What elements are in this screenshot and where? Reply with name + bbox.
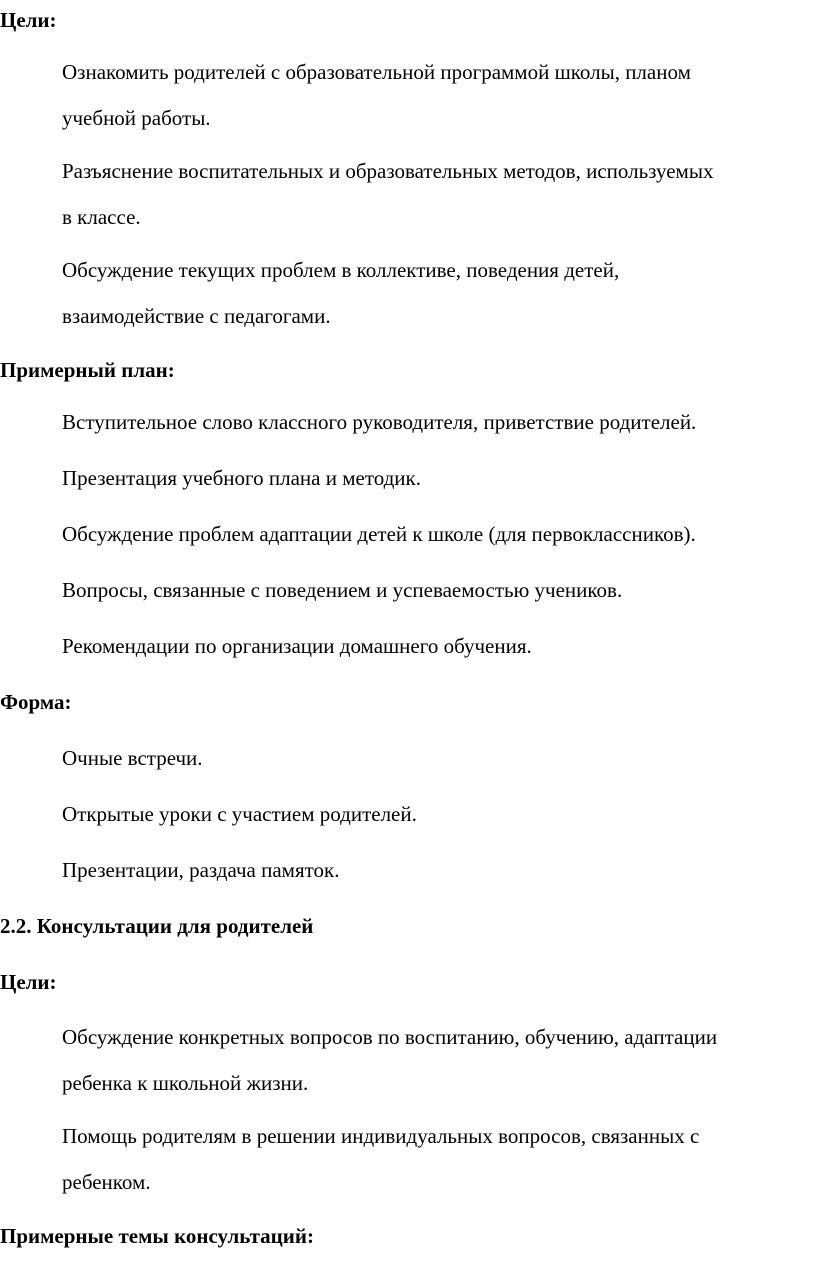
goal-item-1-line-1: Ознакомить родителей с образовательной программой школы, планом: [62, 60, 691, 84]
form-item-2: Открытые уроки с участием родителей.: [62, 802, 417, 826]
goal-item-3-line-1: Обсуждение текущих проблем в коллективе, поведения детей,: [62, 258, 620, 282]
goal-item-3-line-2: взаимодействие с педагогами.: [62, 304, 331, 328]
consultation-goal-1-line-1: Обсуждение конкретных вопросов по воспитанию, обучению, адаптации: [62, 1025, 718, 1049]
section-heading-form: Форма:: [0, 690, 72, 714]
section-heading-plan: Примерный план:: [0, 358, 175, 382]
plan-item-4: Вопросы, связанные с поведением и успеваемостью учеников.: [62, 578, 623, 602]
plan-item-1: Вступительное слово классного руководителя, приветствие родителей.: [62, 410, 697, 434]
consultation-goal-2-line-2: ребенком.: [62, 1170, 151, 1194]
form-item-1: Очные встречи.: [62, 746, 203, 770]
plan-item-5: Рекомендации по организации домашнего обучения.: [62, 634, 532, 658]
goal-item-2-line-2: в классе.: [62, 205, 141, 229]
plan-item-2: Презентация учебного плана и методик.: [62, 466, 421, 490]
section-heading-goals: Цели:: [0, 8, 57, 32]
consultation-goal-1-line-2: ребенка к школьной жизни.: [62, 1071, 309, 1095]
section-heading-consultation-goals: Цели:: [0, 970, 57, 994]
form-item-3: Презентации, раздача памяток.: [62, 858, 340, 882]
section-heading-consultation-topics: Примерные темы консультаций:: [0, 1224, 314, 1248]
goal-item-1-line-2: учебной работы.: [62, 106, 211, 130]
consultation-goal-2-line-1: Помощь родителям в решении индивидуальных вопросов, связанных с: [62, 1124, 700, 1148]
goal-item-2-line-1: Разъяснение воспитательных и образовательных методов, используемых: [62, 159, 714, 183]
plan-item-3: Обсуждение проблем адаптации детей к школе (для первоклассников).: [62, 522, 696, 546]
section-heading-consultations: 2.2. Консультации для родителей: [0, 914, 314, 938]
